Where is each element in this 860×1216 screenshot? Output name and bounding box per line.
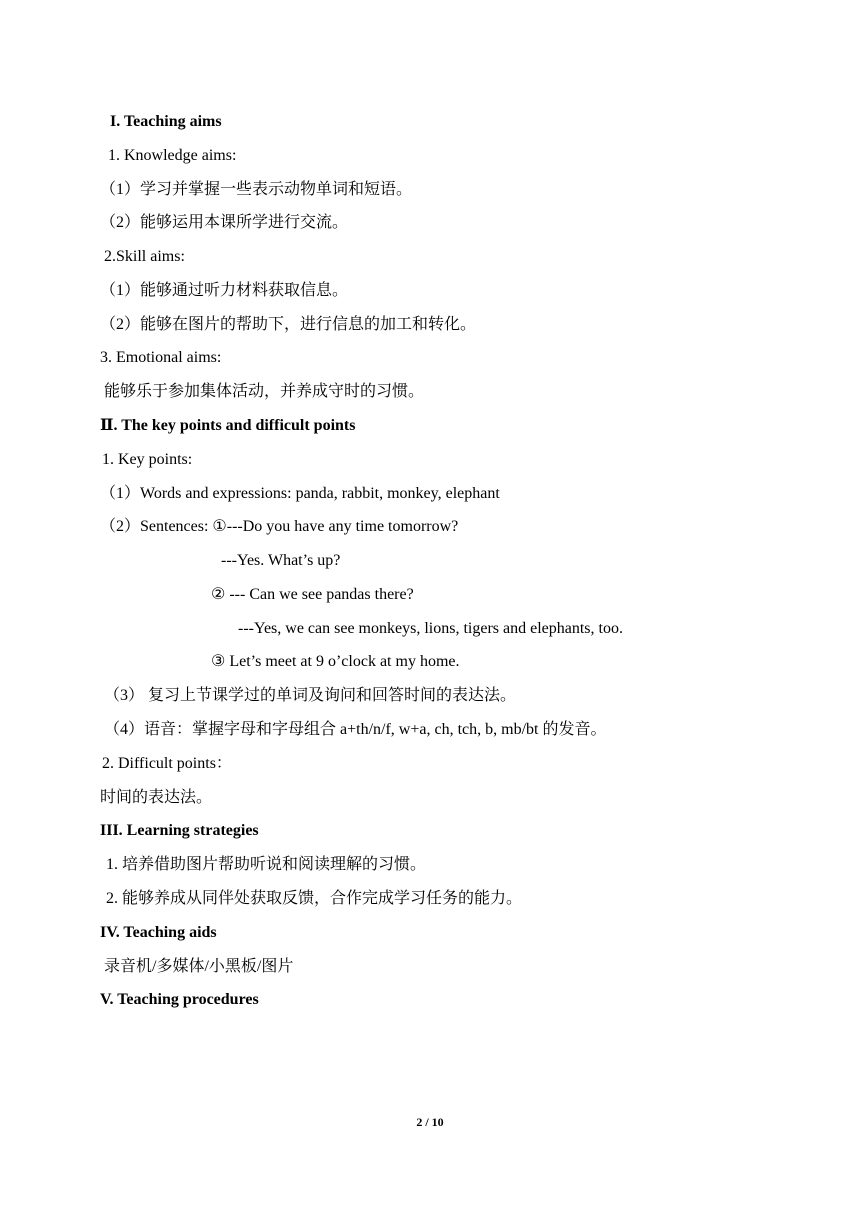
page-number: 2 / 10 <box>416 1115 444 1129</box>
text-line: （2）Sentences: ①---Do you have any time tomorrow? <box>100 518 459 535</box>
dialogue-line: ---Yes. What’s up? <box>221 552 341 569</box>
text-line: （2）能够运用本课所学进行交流。 <box>100 214 349 231</box>
dialogue-line: ③ Let’s meet at 9 o’clock at my home. <box>211 653 460 670</box>
heading-key-points: Ⅱ. The key points and difficult points <box>100 417 356 434</box>
text-line: 2. 能够养成从同伴处获取反馈，合作完成学习任务的能力。 <box>106 890 523 907</box>
text-line: （1）Words and expressions: panda, rabbit, monkey, elephant <box>100 485 500 502</box>
subheading-skill-aims: 2.Skill aims: <box>104 248 185 265</box>
text-line: （1）学习并掌握一些表示动物单词和短语。 <box>100 181 413 198</box>
dialogue-line: ---Yes, we can see monkeys, lions, tigers and elephants, too. <box>238 620 623 637</box>
subheading-key-points: 1. Key points: <box>102 451 193 468</box>
dialogue-line: ② --- Can we see pandas there? <box>211 586 414 603</box>
text-line: 时间的表达法。 <box>100 789 213 806</box>
text-line: （1）能够通过听力材料获取信息。 <box>100 282 349 299</box>
text-line: （4）语音：掌握字母和字母组合 a+th/n/f, w+a, ch, tch, b, mb/bt 的发音。 <box>104 721 607 738</box>
heading-teaching-procedures: V. Teaching procedures <box>100 991 259 1008</box>
heading-learning-strategies: III. Learning strategies <box>100 822 259 839</box>
text-line: （2）能够在图片的帮助下，进行信息的加工和转化。 <box>100 316 477 333</box>
text-line: （3） 复习上节课学过的单词及询问和回答时间的表达法。 <box>104 687 517 704</box>
subheading-emotional-aims: 3. Emotional aims: <box>100 349 222 366</box>
text-line: 1. 培养借助图片帮助听说和阅读理解的习惯。 <box>106 856 427 873</box>
subheading-knowledge-aims: 1. Knowledge aims: <box>108 147 237 164</box>
text-line: 录音机/多媒体/小黑板/图片 <box>104 958 294 975</box>
text-line: 能够乐于参加集体活动，并养成守时的习惯。 <box>104 383 425 400</box>
heading-teaching-aids: IV. Teaching aids <box>100 924 217 941</box>
heading-teaching-aims: I. Teaching aims <box>110 113 222 130</box>
subheading-difficult-points: 2. Difficult points： <box>102 755 232 772</box>
